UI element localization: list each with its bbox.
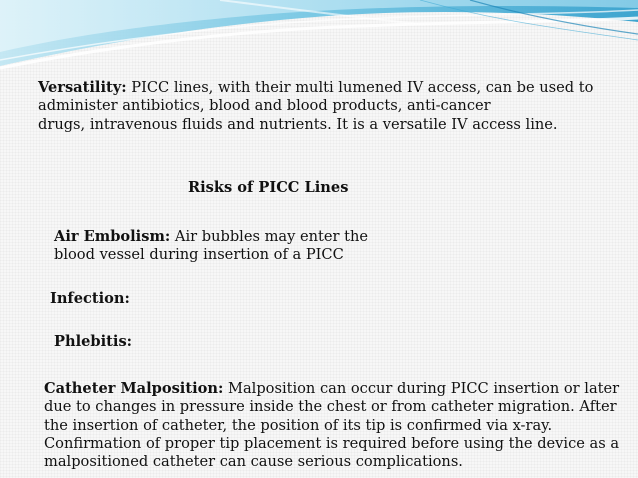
- malposition-line-4: Confirmation of proper tip placement is required before using the device as a: [44, 434, 620, 452]
- versatility-line-3: drugs, intravenous fluids and nutrients. It is a versatile IV access line.: [38, 115, 558, 133]
- malposition-label: Catheter Malposition:: [44, 380, 224, 397]
- versatility-line-2: administer antibiotics, blood and blood products, anti-cancer: [38, 97, 491, 115]
- versatility-label: Versatility:: [38, 79, 127, 96]
- air-embolism-line-1: Air Embolism: Air bubbles may enter the: [54, 228, 369, 245]
- risks-heading: Risks of PICC Lines: [188, 179, 349, 196]
- phlebitis-label: Phlebitis:: [54, 333, 133, 350]
- versatility-line-1: Versatility: PICC lines, with their multi lumened IV access, can be used to: [38, 79, 594, 96]
- malposition-line-1: Catheter Malposition: Malposition can occur during PICC insertion or later: [44, 380, 620, 397]
- malposition-line-2: due to changes in pressure inside the chest or from catheter migration. After: [44, 398, 617, 416]
- air-embolism-paragraph: [54, 228, 368, 265]
- header-swoosh-decoration: [0, 0, 638, 80]
- versatility-paragraph: [38, 79, 593, 134]
- malposition-paragraph: [44, 380, 619, 471]
- air-embolism-line-2: blood vessel during insertion of a PICC: [54, 246, 344, 264]
- malposition-line-3: the insertion of catheter, the position of its tip is confirmed via x-ray.: [44, 416, 553, 434]
- air-embolism-label: Air Embolism:: [54, 228, 171, 245]
- infection-label: Infection:: [50, 290, 130, 307]
- malposition-line-5: malpositioned catheter can cause serious complications.: [44, 453, 463, 471]
